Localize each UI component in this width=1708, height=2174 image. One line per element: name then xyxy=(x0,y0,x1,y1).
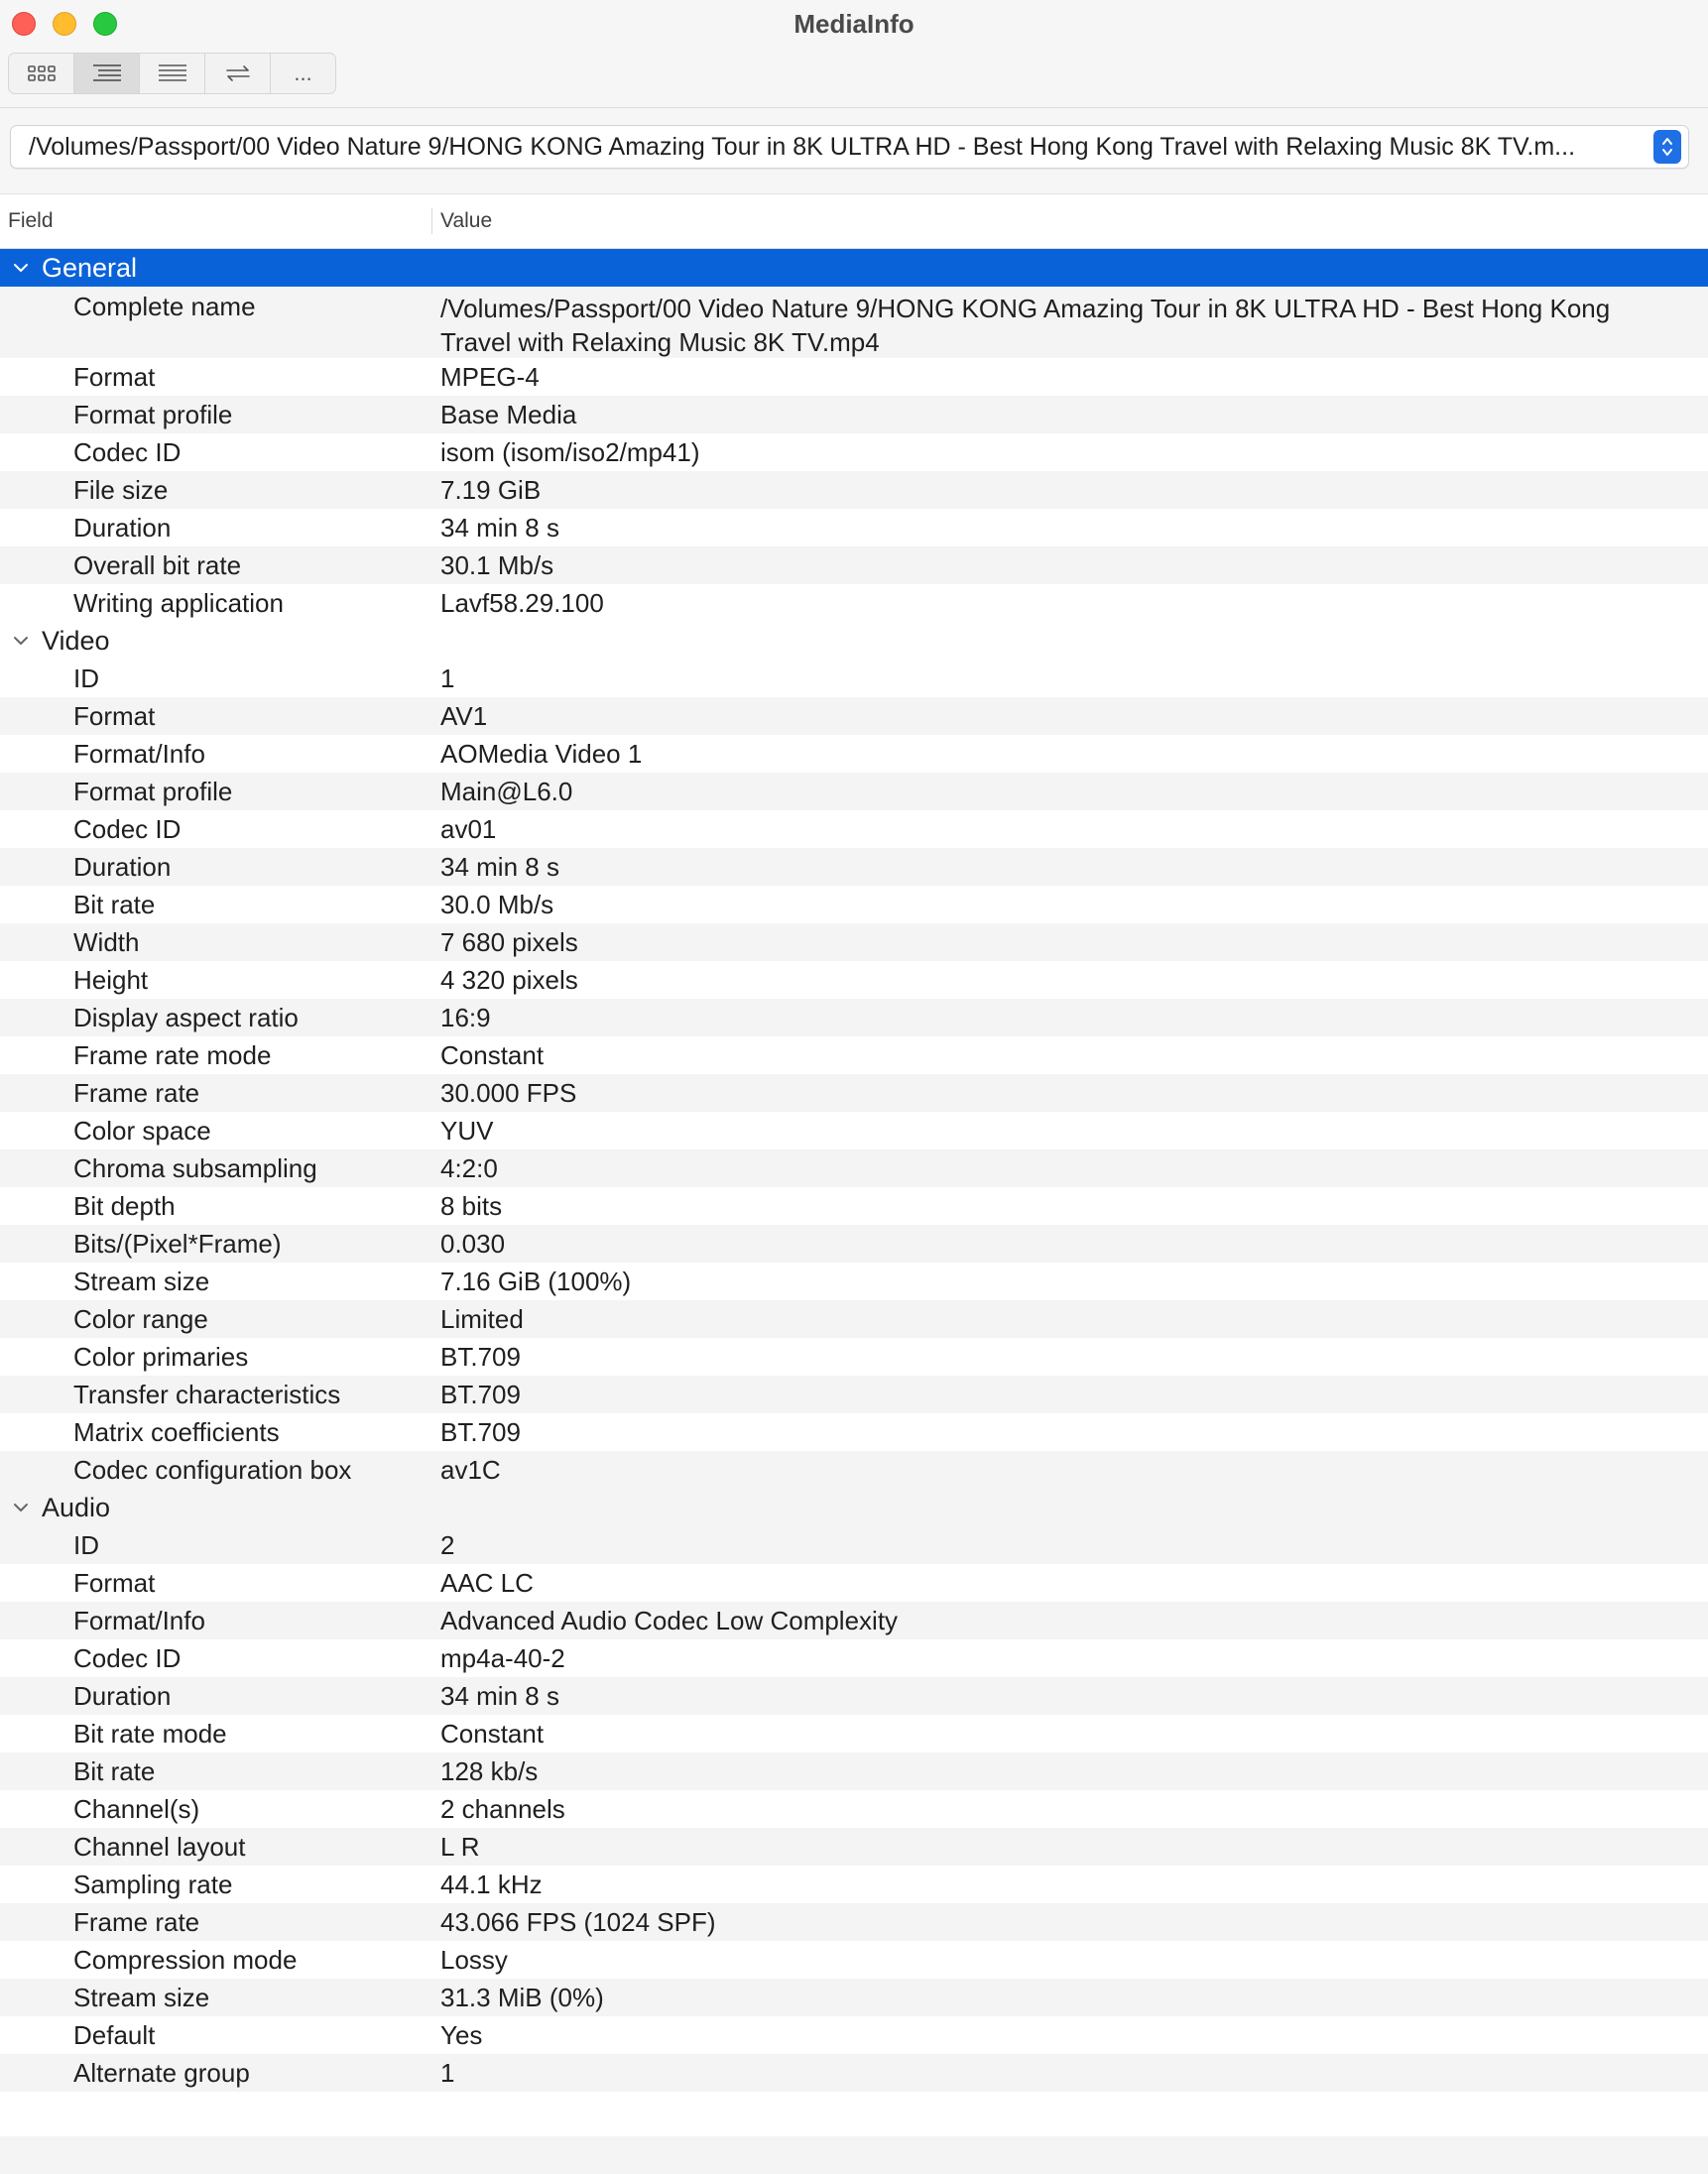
value-cell: 16:9 xyxy=(440,1003,491,1032)
table-row[interactable] xyxy=(0,848,1708,886)
field-cell: Sampling rate xyxy=(73,1869,233,1899)
table-row[interactable] xyxy=(0,1263,1708,1300)
compare-button[interactable] xyxy=(205,54,271,93)
value-cell: 1 xyxy=(440,2058,455,2088)
value-cell: 30.1 Mb/s xyxy=(440,550,554,580)
table-row[interactable] xyxy=(0,1149,1708,1187)
grid-view-button[interactable] xyxy=(9,54,74,93)
value-cell: Main@L6.0 xyxy=(440,777,573,806)
field-cell: Format xyxy=(73,361,156,392)
empty-table-row xyxy=(0,2136,1708,2174)
more-button-label: ... xyxy=(294,60,312,85)
field-cell: Overall bit rate xyxy=(73,549,242,580)
field-cell: Format xyxy=(73,1567,156,1598)
field-cell: ID xyxy=(73,1529,99,1560)
value-cell: mp4a-40-2 xyxy=(440,1643,565,1673)
table-row[interactable] xyxy=(0,1036,1708,1074)
chevron-down-icon[interactable] xyxy=(0,636,42,646)
value-cell: L R xyxy=(440,1832,480,1862)
value-cell: Constant xyxy=(440,1719,545,1749)
field-cell: Bit rate xyxy=(73,1755,156,1786)
field-cell: Duration xyxy=(73,1680,172,1711)
field-cell: Display aspect ratio xyxy=(73,1002,299,1032)
value-cell: AV1 xyxy=(440,701,488,731)
value-cell: 34 min 8 s xyxy=(440,513,559,543)
table-row[interactable] xyxy=(0,1526,1708,1564)
table-row[interactable] xyxy=(0,1715,1708,1752)
value-cell: 4 320 pixels xyxy=(440,965,578,995)
field-cell: Writing application xyxy=(73,587,284,618)
table-row[interactable] xyxy=(0,697,1708,735)
tree-list-icon xyxy=(92,62,122,84)
table-row[interactable] xyxy=(0,1225,1708,1263)
view-toolbar xyxy=(8,53,336,94)
field-cell: Format/Info xyxy=(73,1605,205,1635)
field-cell: Codec ID xyxy=(73,1642,182,1673)
window-title: MediaInfo xyxy=(793,9,915,39)
value-cell: 4:2:0 xyxy=(440,1153,498,1183)
field-cell: Frame rate mode xyxy=(73,1039,272,1070)
section-header-general[interactable] xyxy=(0,249,1708,287)
field-cell: Bit rate mode xyxy=(73,1718,227,1749)
table-header xyxy=(0,194,1708,249)
value-column-header[interactable]: Value xyxy=(440,209,493,232)
field-cell: Channel layout xyxy=(73,1831,246,1862)
value-cell: 34 min 8 s xyxy=(440,1681,559,1711)
table-row[interactable] xyxy=(0,1300,1708,1338)
table-row[interactable] xyxy=(0,1677,1708,1715)
table-row[interactable] xyxy=(0,923,1708,961)
table-row[interactable] xyxy=(0,1979,1708,2016)
section-name: Audio xyxy=(42,1492,111,1522)
field-cell: Format xyxy=(73,700,156,731)
field-cell: Format profile xyxy=(73,776,233,806)
table-row[interactable] xyxy=(0,773,1708,810)
field-cell: Alternate group xyxy=(73,2057,250,2088)
value-cell: 2 xyxy=(440,1530,455,1560)
value-cell: Lossy xyxy=(440,1945,508,1975)
value-cell: 0.030 xyxy=(440,1229,506,1259)
table-row[interactable] xyxy=(0,2016,1708,2054)
field-cell: Frame rate xyxy=(73,1906,200,1937)
table-row[interactable] xyxy=(0,1376,1708,1413)
table-row[interactable] xyxy=(0,1413,1708,1451)
field-cell: Complete name xyxy=(73,292,256,321)
value-cell: AAC LC xyxy=(440,1568,534,1598)
path-select-stepper-icon[interactable] xyxy=(1653,130,1681,164)
field-cell: Codec configuration box xyxy=(73,1454,352,1485)
value-cell: 34 min 8 s xyxy=(440,852,559,882)
value-cell: 31.3 MiB (0%) xyxy=(440,1983,604,2012)
table-row[interactable] xyxy=(0,735,1708,773)
field-cell: Frame rate xyxy=(73,1077,200,1108)
field-cell: Bits/(Pixel*Frame) xyxy=(73,1228,282,1259)
table-row[interactable] xyxy=(0,1187,1708,1225)
field-cell: Format/Info xyxy=(73,738,205,769)
field-cell: Default xyxy=(73,2019,156,2050)
table-row[interactable] xyxy=(0,1564,1708,1602)
value-cell: BT.709 xyxy=(440,1342,521,1372)
title-bar xyxy=(0,0,1708,108)
table-row[interactable] xyxy=(0,546,1708,584)
table-row[interactable] xyxy=(0,1451,1708,1489)
value-cell: 7.16 GiB (100%) xyxy=(440,1267,632,1296)
field-column-header[interactable]: Field xyxy=(0,208,432,234)
table-row[interactable] xyxy=(0,961,1708,999)
value-cell: AOMedia Video 1 xyxy=(440,739,643,769)
value-cell: 1 xyxy=(440,664,455,693)
field-cell: Transfer characteristics xyxy=(73,1379,341,1409)
value-cell: 43.066 FPS (1024 SPF) xyxy=(440,1907,716,1937)
field-cell: Color primaries xyxy=(73,1341,249,1372)
field-cell: Stream size xyxy=(73,1266,210,1296)
field-cell: Color range xyxy=(73,1303,208,1334)
section-name: Video xyxy=(42,625,110,656)
table-row[interactable] xyxy=(0,1752,1708,1790)
table-row[interactable] xyxy=(0,471,1708,509)
section-header-audio[interactable] xyxy=(0,1489,1708,1526)
value-cell: Base Media xyxy=(440,400,577,429)
value-cell: Lavf58.29.100 xyxy=(440,588,604,618)
value-cell: 44.1 kHz xyxy=(440,1870,543,1899)
table-row[interactable] xyxy=(0,287,1708,358)
value-cell: 2 channels xyxy=(440,1794,565,1824)
value-cell: 30.000 FPS xyxy=(440,1078,577,1108)
field-cell: Codec ID xyxy=(73,436,182,467)
table-row[interactable] xyxy=(0,886,1708,923)
field-cell: Channel(s) xyxy=(73,1793,200,1824)
value-cell: 7.19 GiB xyxy=(440,475,542,505)
field-cell: Duration xyxy=(73,512,172,543)
field-cell: Chroma subsampling xyxy=(73,1152,317,1183)
field-cell: Matrix coefficients xyxy=(73,1416,280,1447)
arrows-swap-icon xyxy=(224,63,252,83)
table-row[interactable] xyxy=(0,1790,1708,1828)
value-cell: 7 680 pixels xyxy=(440,927,578,957)
value-cell: MPEG-4 xyxy=(440,362,540,392)
field-cell: Compression mode xyxy=(73,1944,298,1975)
value-cell: BT.709 xyxy=(440,1380,521,1409)
file-path-select[interactable] xyxy=(10,125,1689,169)
field-cell: Stream size xyxy=(73,1982,210,2012)
field-cell: Width xyxy=(73,926,140,957)
value-cell: av1C xyxy=(440,1455,501,1485)
value-cell: 128 kb/s xyxy=(440,1756,539,1786)
table-row[interactable] xyxy=(0,1941,1708,1979)
table-row[interactable] xyxy=(0,1903,1708,1941)
value-cell: BT.709 xyxy=(440,1417,521,1447)
table-row[interactable] xyxy=(0,584,1708,622)
value-cell: av01 xyxy=(440,814,497,844)
section-header-video[interactable] xyxy=(0,622,1708,660)
field-cell: Bit depth xyxy=(73,1190,176,1221)
grid-icon xyxy=(27,63,57,83)
more-button[interactable] xyxy=(271,54,335,93)
value-cell: Constant xyxy=(440,1040,545,1070)
table-row[interactable] xyxy=(0,358,1708,396)
table-row[interactable] xyxy=(0,660,1708,697)
value-cell: 30.0 Mb/s xyxy=(440,890,554,919)
section-name: General xyxy=(42,252,138,283)
text-lines-icon xyxy=(158,62,187,84)
table-body xyxy=(0,249,1708,2092)
field-cell: Bit rate xyxy=(73,889,156,919)
table-row[interactable] xyxy=(0,1828,1708,1866)
value-cell: 8 bits xyxy=(440,1191,503,1221)
chevron-down-icon[interactable] xyxy=(0,263,42,273)
text-view-button[interactable] xyxy=(140,54,205,93)
field-cell: Height xyxy=(73,964,149,995)
value-cell: Advanced Audio Codec Low Complexity xyxy=(440,1606,899,1635)
field-cell: Color space xyxy=(73,1115,211,1146)
field-cell: Format profile xyxy=(73,399,233,429)
table-row[interactable] xyxy=(0,396,1708,433)
table-row[interactable] xyxy=(0,509,1708,546)
table-row[interactable] xyxy=(0,810,1708,848)
value-cell: isom (isom/iso2/mp41) xyxy=(440,437,700,467)
table-row[interactable] xyxy=(0,433,1708,471)
value-cell: Limited xyxy=(440,1304,524,1334)
table-row[interactable] xyxy=(0,2054,1708,2092)
table-row[interactable] xyxy=(0,1074,1708,1112)
chevron-down-icon[interactable] xyxy=(0,1503,42,1512)
field-cell: Duration xyxy=(73,851,172,882)
field-cell: Codec ID xyxy=(73,813,182,844)
field-cell: ID xyxy=(73,663,99,693)
table-row[interactable] xyxy=(0,1338,1708,1376)
value-cell: Yes xyxy=(440,2020,483,2050)
path-bar xyxy=(0,108,1708,194)
table-row[interactable] xyxy=(0,1866,1708,1903)
value-cell: YUV xyxy=(440,1116,494,1146)
info-table xyxy=(0,194,1708,2092)
table-row[interactable] xyxy=(0,1639,1708,1677)
table-row[interactable] xyxy=(0,1112,1708,1149)
tree-view-button[interactable] xyxy=(74,54,140,93)
table-row[interactable] xyxy=(0,999,1708,1036)
file-path-value: /Volumes/Passport/00 Video Nature 9/HONG KONG Amazing Tour in 8K ULTRA HD - Best Hong Kong Travel with Relaxing Music 8K TV.m... xyxy=(29,132,1576,161)
value-cell: /Volumes/Passport/00 Video Nature 9/HONG KONG Amazing Tour in 8K ULTRA HD - Best Hong Kong Travel with Relaxing Music 8K TV.mp4 xyxy=(440,294,1611,357)
table-row[interactable] xyxy=(0,1602,1708,1639)
field-cell: File size xyxy=(73,474,169,505)
